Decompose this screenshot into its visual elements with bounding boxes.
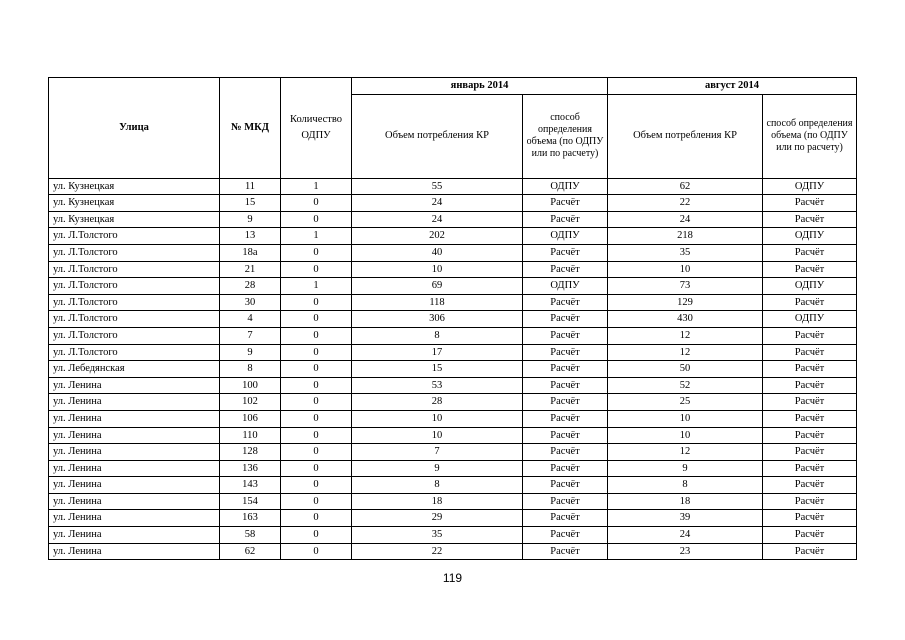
- cell-method-august: Расчёт: [763, 261, 857, 278]
- cell-volume-january: 22: [352, 543, 523, 560]
- cell-volume-january: 118: [352, 294, 523, 311]
- cell-volume-august: 24: [608, 211, 763, 228]
- table-row: [49, 410, 857, 427]
- cell-volume-january: 40: [352, 244, 523, 261]
- cell-mkd: 4: [220, 311, 281, 328]
- cell-volume-january: 53: [352, 377, 523, 394]
- cell-volume-august: 35: [608, 244, 763, 261]
- cell-mkd: 163: [220, 510, 281, 527]
- cell-volume-january: 29: [352, 510, 523, 527]
- cell-volume-january: 306: [352, 311, 523, 328]
- cell-volume-august: 10: [608, 427, 763, 444]
- cell-street: ул. Кузнецкая: [49, 211, 220, 228]
- cell-method-august: ОДПУ: [763, 228, 857, 245]
- cell-method-august: Расчёт: [763, 377, 857, 394]
- cell-volume-august: 52: [608, 377, 763, 394]
- cell-mkd: 13: [220, 228, 281, 245]
- cell-mkd: 154: [220, 493, 281, 510]
- cell-mkd: 8: [220, 361, 281, 378]
- cell-method-august: Расчёт: [763, 527, 857, 544]
- cell-odpu-count: 0: [281, 311, 352, 328]
- cell-method-january: Расчёт: [523, 261, 608, 278]
- cell-method-january: Расчёт: [523, 527, 608, 544]
- cell-street: ул. Ленина: [49, 410, 220, 427]
- cell-volume-january: 15: [352, 361, 523, 378]
- cell-odpu-count: 0: [281, 211, 352, 228]
- cell-street: ул. Л.Толстого: [49, 294, 220, 311]
- header-january-2014: январь 2014: [352, 78, 608, 95]
- cell-volume-august: 22: [608, 195, 763, 212]
- cell-method-august: Расчёт: [763, 344, 857, 361]
- cell-volume-august: 10: [608, 261, 763, 278]
- table-row: [49, 361, 857, 378]
- cell-method-august: Расчёт: [763, 427, 857, 444]
- cell-method-august: Расчёт: [763, 394, 857, 411]
- cell-odpu-count: 0: [281, 410, 352, 427]
- cell-mkd: 21: [220, 261, 281, 278]
- cell-method-january: Расчёт: [523, 510, 608, 527]
- cell-method-january: Расчёт: [523, 394, 608, 411]
- table-row: [49, 211, 857, 228]
- table-row: [49, 344, 857, 361]
- cell-street: ул. Л.Толстого: [49, 261, 220, 278]
- cell-method-august: Расчёт: [763, 477, 857, 494]
- table-row: [49, 311, 857, 328]
- cell-mkd: 15: [220, 195, 281, 212]
- cell-volume-august: 25: [608, 394, 763, 411]
- cell-method-january: ОДПУ: [523, 278, 608, 295]
- cell-method-january: Расчёт: [523, 444, 608, 461]
- table-row: [49, 327, 857, 344]
- table-row: [49, 394, 857, 411]
- table-body: [49, 178, 857, 560]
- cell-street: ул. Ленина: [49, 377, 220, 394]
- table-row: [49, 543, 857, 560]
- cell-street: ул. Л.Толстого: [49, 278, 220, 295]
- cell-odpu-count: 0: [281, 261, 352, 278]
- cell-street: ул. Ленина: [49, 460, 220, 477]
- cell-mkd: 62: [220, 543, 281, 560]
- cell-volume-january: 28: [352, 394, 523, 411]
- cell-volume-august: 218: [608, 228, 763, 245]
- table-row: [49, 477, 857, 494]
- cell-method-august: Расчёт: [763, 195, 857, 212]
- cell-volume-january: 10: [352, 427, 523, 444]
- cell-method-january: Расчёт: [523, 344, 608, 361]
- header-volume-january: Объем потребления КР: [352, 94, 523, 178]
- cell-odpu-count: 0: [281, 527, 352, 544]
- cell-mkd: 136: [220, 460, 281, 477]
- cell-street: ул. Ленина: [49, 444, 220, 461]
- cell-street: ул. Л.Толстого: [49, 311, 220, 328]
- cell-odpu-count: 0: [281, 244, 352, 261]
- cell-street: ул. Ленина: [49, 510, 220, 527]
- cell-method-january: ОДПУ: [523, 228, 608, 245]
- cell-mkd: 11: [220, 178, 281, 195]
- cell-odpu-count: 0: [281, 510, 352, 527]
- header-method-august: способ определения объема (по ОДПУ или по расчету): [763, 94, 857, 178]
- cell-odpu-count: 0: [281, 195, 352, 212]
- cell-odpu-count: 0: [281, 493, 352, 510]
- cell-volume-august: 62: [608, 178, 763, 195]
- cell-method-august: Расчёт: [763, 543, 857, 560]
- table-row: [49, 195, 857, 212]
- cell-volume-january: 10: [352, 410, 523, 427]
- cell-volume-january: 17: [352, 344, 523, 361]
- cell-method-january: Расчёт: [523, 427, 608, 444]
- cell-mkd: 100: [220, 377, 281, 394]
- cell-mkd: 143: [220, 477, 281, 494]
- table-row: [49, 228, 857, 245]
- table-row: [49, 178, 857, 195]
- cell-method-august: Расчёт: [763, 510, 857, 527]
- header-august-2014: август 2014: [608, 78, 857, 95]
- cell-method-august: Расчёт: [763, 493, 857, 510]
- cell-method-january: Расчёт: [523, 543, 608, 560]
- cell-volume-january: 18: [352, 493, 523, 510]
- cell-odpu-count: 1: [281, 228, 352, 245]
- cell-street: ул. Л.Толстого: [49, 228, 220, 245]
- cell-volume-january: 55: [352, 178, 523, 195]
- cell-volume-august: 12: [608, 344, 763, 361]
- cell-odpu-count: 0: [281, 460, 352, 477]
- cell-mkd: 18а: [220, 244, 281, 261]
- cell-method-august: ОДПУ: [763, 311, 857, 328]
- cell-method-august: Расчёт: [763, 361, 857, 378]
- cell-odpu-count: 0: [281, 327, 352, 344]
- header-odpu-count: Количество ОДПУ: [281, 78, 352, 179]
- cell-volume-january: 69: [352, 278, 523, 295]
- table-row: [49, 244, 857, 261]
- cell-odpu-count: 0: [281, 427, 352, 444]
- cell-mkd: 7: [220, 327, 281, 344]
- page-number: 119: [442, 571, 463, 585]
- table-row: [49, 493, 857, 510]
- cell-method-august: Расчёт: [763, 211, 857, 228]
- cell-volume-august: 8: [608, 477, 763, 494]
- cell-method-august: Расчёт: [763, 294, 857, 311]
- cell-odpu-count: 0: [281, 444, 352, 461]
- cell-odpu-count: 0: [281, 377, 352, 394]
- cell-method-january: Расчёт: [523, 477, 608, 494]
- cell-mkd: 110: [220, 427, 281, 444]
- cell-volume-august: 12: [608, 327, 763, 344]
- cell-street: ул. Ленина: [49, 477, 220, 494]
- cell-street: ул. Ленина: [49, 493, 220, 510]
- header-street: Улица: [49, 78, 220, 179]
- cell-volume-august: 430: [608, 311, 763, 328]
- cell-volume-january: 202: [352, 228, 523, 245]
- cell-method-august: Расчёт: [763, 327, 857, 344]
- cell-volume-august: 10: [608, 410, 763, 427]
- cell-street: ул. Кузнецкая: [49, 178, 220, 195]
- cell-volume-january: 9: [352, 460, 523, 477]
- cell-method-august: ОДПУ: [763, 278, 857, 295]
- cell-method-january: Расчёт: [523, 493, 608, 510]
- cell-volume-august: 23: [608, 543, 763, 560]
- cell-odpu-count: 0: [281, 394, 352, 411]
- cell-volume-august: 24: [608, 527, 763, 544]
- cell-method-january: Расчёт: [523, 294, 608, 311]
- cell-volume-january: 24: [352, 211, 523, 228]
- table-row: [49, 427, 857, 444]
- table-row: [49, 527, 857, 544]
- cell-odpu-count: 0: [281, 344, 352, 361]
- cell-mkd: 128: [220, 444, 281, 461]
- cell-street: ул. Лебедянская: [49, 361, 220, 378]
- cell-method-january: Расчёт: [523, 244, 608, 261]
- cell-volume-august: 9: [608, 460, 763, 477]
- cell-method-january: Расчёт: [523, 311, 608, 328]
- table-row: [49, 294, 857, 311]
- consumption-table: [48, 77, 857, 560]
- cell-mkd: 28: [220, 278, 281, 295]
- cell-method-january: Расчёт: [523, 327, 608, 344]
- cell-volume-january: 10: [352, 261, 523, 278]
- cell-odpu-count: 0: [281, 361, 352, 378]
- cell-volume-january: 35: [352, 527, 523, 544]
- table-row: [49, 377, 857, 394]
- cell-volume-august: 12: [608, 444, 763, 461]
- cell-method-january: ОДПУ: [523, 178, 608, 195]
- cell-method-august: Расчёт: [763, 460, 857, 477]
- cell-method-january: Расчёт: [523, 460, 608, 477]
- cell-street: ул. Л.Толстого: [49, 327, 220, 344]
- cell-volume-august: 18: [608, 493, 763, 510]
- cell-street: ул. Л.Толстого: [49, 244, 220, 261]
- header-volume-august: Объем потребления КР: [608, 94, 763, 178]
- cell-method-january: Расчёт: [523, 410, 608, 427]
- header-mkd: № МКД: [220, 78, 281, 179]
- table-row: [49, 261, 857, 278]
- cell-method-august: Расчёт: [763, 444, 857, 461]
- cell-volume-january: 8: [352, 327, 523, 344]
- cell-volume-january: 24: [352, 195, 523, 212]
- cell-mkd: 9: [220, 211, 281, 228]
- cell-method-january: Расчёт: [523, 195, 608, 212]
- cell-street: ул. Кузнецкая: [49, 195, 220, 212]
- cell-mkd: 30: [220, 294, 281, 311]
- cell-odpu-count: 1: [281, 178, 352, 195]
- table-row: [49, 444, 857, 461]
- cell-method-january: Расчёт: [523, 361, 608, 378]
- cell-street: ул. Ленина: [49, 427, 220, 444]
- cell-method-august: Расчёт: [763, 244, 857, 261]
- cell-odpu-count: 0: [281, 543, 352, 560]
- cell-mkd: 102: [220, 394, 281, 411]
- cell-volume-august: 39: [608, 510, 763, 527]
- cell-volume-january: 7: [352, 444, 523, 461]
- cell-street: ул. Ленина: [49, 543, 220, 560]
- cell-volume-january: 8: [352, 477, 523, 494]
- cell-street: ул. Л.Толстого: [49, 344, 220, 361]
- cell-method-january: Расчёт: [523, 211, 608, 228]
- cell-volume-august: 129: [608, 294, 763, 311]
- cell-mkd: 58: [220, 527, 281, 544]
- table-row: [49, 460, 857, 477]
- cell-odpu-count: 1: [281, 278, 352, 295]
- cell-method-january: Расчёт: [523, 377, 608, 394]
- cell-method-august: Расчёт: [763, 410, 857, 427]
- cell-method-august: ОДПУ: [763, 178, 857, 195]
- cell-odpu-count: 0: [281, 294, 352, 311]
- cell-street: ул. Ленина: [49, 527, 220, 544]
- cell-mkd: 106: [220, 410, 281, 427]
- table-row: [49, 510, 857, 527]
- header-method-january: способ определения объема (по ОДПУ или по расчету): [523, 94, 608, 178]
- cell-volume-august: 73: [608, 278, 763, 295]
- cell-volume-august: 50: [608, 361, 763, 378]
- cell-street: ул. Ленина: [49, 394, 220, 411]
- cell-odpu-count: 0: [281, 477, 352, 494]
- cell-mkd: 9: [220, 344, 281, 361]
- table-row: [49, 278, 857, 295]
